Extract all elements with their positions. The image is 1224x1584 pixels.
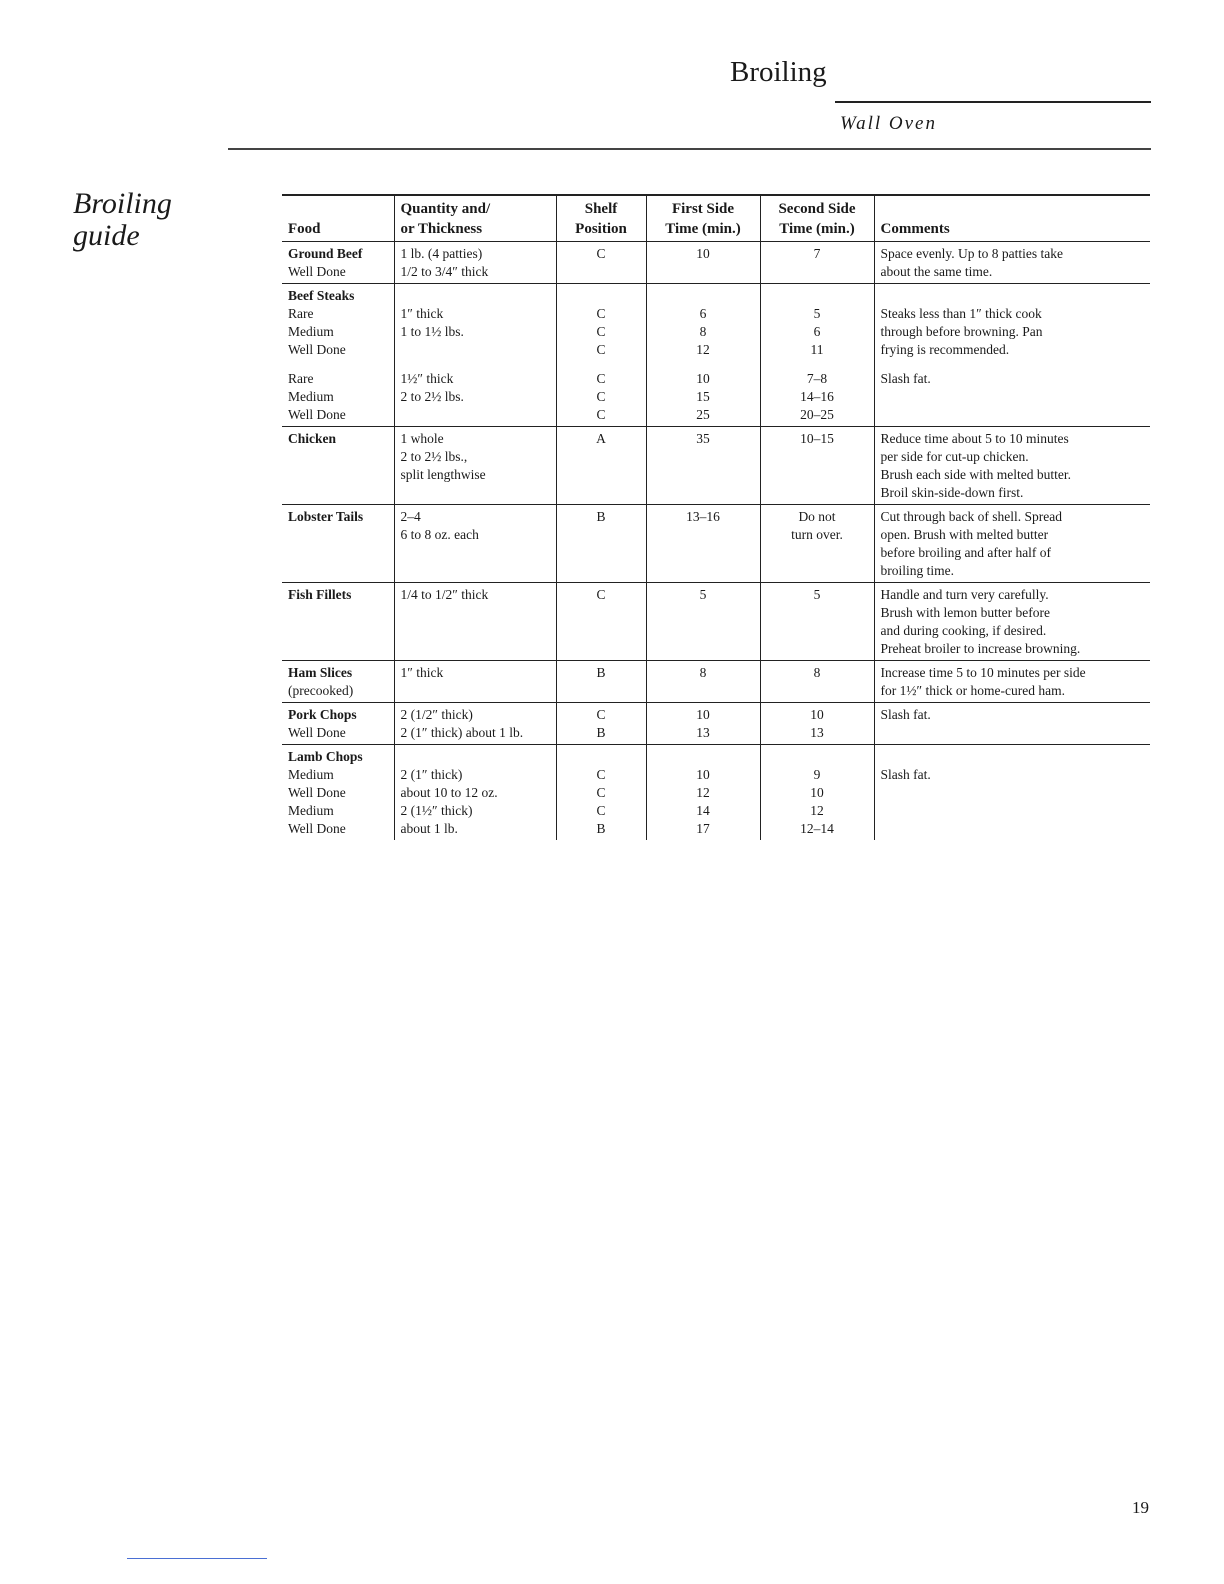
comment-line: per side for cut-up chicken. xyxy=(880,449,1029,464)
table-row xyxy=(282,284,1150,427)
shelf-cell xyxy=(556,284,646,427)
food-cell xyxy=(282,583,394,661)
doneness: Well Done xyxy=(288,407,346,422)
first-side-value: 10 xyxy=(696,707,710,722)
first-side-value: 10 xyxy=(696,371,710,386)
quantity-cell xyxy=(394,703,556,745)
second-side-value: Do not xyxy=(798,509,836,524)
shelf-value: A xyxy=(596,431,606,446)
doneness: Medium xyxy=(288,803,334,818)
doneness: Medium xyxy=(288,389,334,404)
shelf-value: C xyxy=(596,767,606,782)
food-cell xyxy=(282,505,394,583)
food-cell xyxy=(282,284,394,427)
quantity-line: 1″ thick xyxy=(400,665,444,680)
shelf-value: B xyxy=(596,509,606,524)
first-side-cell xyxy=(646,427,760,505)
table-row xyxy=(282,745,1150,841)
first-side-value: 6 xyxy=(699,306,707,321)
comment-line: Space evenly. Up to 8 patties take xyxy=(880,246,1063,261)
table-row xyxy=(282,703,1150,745)
quantity-line: 6 to 8 oz. each xyxy=(400,527,479,542)
quantity-line: 1 whole xyxy=(400,431,444,446)
footer-blue-rule xyxy=(127,1558,267,1559)
second-side-value: 5 xyxy=(813,306,821,321)
food-name: Lamb Chops xyxy=(288,749,363,764)
page-subtitle: Wall Oven xyxy=(840,113,937,134)
header-first-side xyxy=(646,195,760,242)
first-side-cell xyxy=(646,703,760,745)
second-side-value: 10–15 xyxy=(800,431,834,446)
comment-line: through before browning. Pan xyxy=(880,324,1043,339)
comment-line: about the same time. xyxy=(880,264,993,279)
group-beef-steaks xyxy=(282,284,1150,427)
group-fish-fillets xyxy=(282,583,1150,661)
first-side-value: 15 xyxy=(696,389,710,404)
header-first-line2: Time (min.) xyxy=(665,221,741,237)
header-shelf-line1: Shelf xyxy=(584,201,618,217)
first-side-value: 10 xyxy=(696,767,710,782)
second-side-cell xyxy=(760,583,874,661)
first-side-cell xyxy=(646,745,760,841)
shelf-value: C xyxy=(596,342,606,357)
shelf-value: C xyxy=(596,389,606,404)
table-row xyxy=(282,427,1150,505)
shelf-value: C xyxy=(596,371,606,386)
second-side-cell xyxy=(760,505,874,583)
page-number: 19 xyxy=(1132,1498,1149,1517)
comment-line: frying is recommended. xyxy=(880,342,1010,357)
quantity-cell xyxy=(394,242,556,284)
comments-cell xyxy=(874,427,1150,505)
comment-line: Handle and turn very carefully. xyxy=(880,587,1049,602)
second-side-value: 11 xyxy=(810,342,824,357)
comment-line: Broil skin-side-down first. xyxy=(880,485,1024,500)
table-row xyxy=(282,505,1150,583)
quantity-line: 1/4 to 1/2″ thick xyxy=(400,587,489,602)
quantity-line: 2 to 2½ lbs., xyxy=(400,449,468,464)
first-side-value: 8 xyxy=(699,324,707,339)
doneness: Medium xyxy=(288,767,334,782)
comment-line: Slash fat. xyxy=(880,707,931,722)
comment-line: Steaks less than 1″ thick cook xyxy=(880,306,1042,321)
comment-line: Increase time 5 to 10 minutes per side xyxy=(880,665,1086,680)
quantity-line: 1 to 1½ lbs. xyxy=(400,324,464,339)
doneness: Well Done xyxy=(288,821,346,836)
shelf-cell xyxy=(556,427,646,505)
quantity-line: 2 (1½″ thick) xyxy=(400,803,473,818)
second-side-value: 9 xyxy=(813,767,821,782)
doneness: Rare xyxy=(288,371,314,386)
table-row xyxy=(282,661,1150,703)
doneness: Well Done xyxy=(288,264,346,279)
comment-line: Slash fat. xyxy=(880,767,931,782)
first-side-cell xyxy=(646,661,760,703)
quantity-line: 1 lb. (4 patties) xyxy=(400,246,483,261)
second-side-cell xyxy=(760,661,874,703)
second-side-value: 12 xyxy=(810,803,824,818)
group-ground-beef xyxy=(282,242,1150,284)
quantity-line: 2 to 2½ lbs. xyxy=(400,389,464,404)
shelf-value: B xyxy=(596,665,606,680)
second-side-cell xyxy=(760,284,874,427)
header-comments: Comments xyxy=(874,195,1150,242)
shelf-cell xyxy=(556,242,646,284)
doneness: Well Done xyxy=(288,725,346,740)
quantity-line: 1/2 to 3/4″ thick xyxy=(400,264,489,279)
group-lamb-chops xyxy=(282,745,1150,841)
header-food: Food xyxy=(282,195,394,242)
header-second-line1: Second Side xyxy=(778,201,856,217)
first-side-value: 35 xyxy=(696,431,710,446)
quantity-line: 2–4 xyxy=(400,509,421,524)
quantity-cell xyxy=(394,745,556,841)
food-cell xyxy=(282,745,394,841)
shelf-value: C xyxy=(596,803,606,818)
first-side-value: 17 xyxy=(696,821,710,836)
food-name: Beef Steaks xyxy=(288,288,355,303)
food-cell xyxy=(282,242,394,284)
header-divider xyxy=(228,148,1151,150)
second-side-value: 20–25 xyxy=(800,407,834,422)
comment-line: Brush each side with melted butter. xyxy=(880,467,1071,482)
quantity-line: split lengthwise xyxy=(400,467,486,482)
quantity-line: about 10 to 12 oz. xyxy=(400,785,498,800)
second-side-value: 10 xyxy=(810,707,824,722)
table-row xyxy=(282,242,1150,284)
first-side-value: 25 xyxy=(696,407,710,422)
quantity-cell xyxy=(394,284,556,427)
second-side-cell xyxy=(760,427,874,505)
first-side-value: 8 xyxy=(699,665,707,680)
first-side-value: 12 xyxy=(696,342,710,357)
comments-cell xyxy=(874,661,1150,703)
shelf-cell xyxy=(556,745,646,841)
comments-cell xyxy=(874,583,1150,661)
quantity-cell xyxy=(394,583,556,661)
comment-line: before broiling and after half of xyxy=(880,545,1052,560)
shelf-value: C xyxy=(596,407,606,422)
page-title: Broiling xyxy=(730,56,827,88)
comments-cell xyxy=(874,745,1150,841)
food-name: Fish Fillets xyxy=(288,587,352,602)
quantity-line: 1″ thick xyxy=(400,306,444,321)
food-cell xyxy=(282,427,394,505)
quantity-cell xyxy=(394,505,556,583)
first-side-value: 14 xyxy=(696,803,710,818)
first-side-cell xyxy=(646,505,760,583)
quantity-line: 2 (1/2″ thick) xyxy=(400,707,473,722)
header-second-line2: Time (min.) xyxy=(779,221,855,237)
quantity-line: 1½″ thick xyxy=(400,371,454,386)
comments-cell xyxy=(874,242,1150,284)
food-name: Ham Slices xyxy=(288,665,353,680)
shelf-value: C xyxy=(596,587,606,602)
first-side-cell xyxy=(646,284,760,427)
quantity-line: about 1 lb. xyxy=(400,821,458,836)
header-quantity-line2: or Thickness xyxy=(400,221,483,237)
first-side-cell xyxy=(646,583,760,661)
comments-cell xyxy=(874,703,1150,745)
header-quantity xyxy=(394,195,556,242)
second-side-value: 6 xyxy=(813,324,821,339)
quantity-line: 2 (1″ thick) xyxy=(400,767,463,782)
second-side-value: 12–14 xyxy=(800,821,834,836)
group-chicken xyxy=(282,427,1150,505)
shelf-cell xyxy=(556,583,646,661)
quantity-cell xyxy=(394,661,556,703)
doneness: Well Done xyxy=(288,342,346,357)
second-side-value: 8 xyxy=(813,665,821,680)
second-side-value: turn over. xyxy=(791,527,843,542)
comments-cell xyxy=(874,284,1150,427)
second-side-value: 7 xyxy=(813,246,821,261)
second-side-value: 7–8 xyxy=(806,371,828,386)
comment-line: Cut through back of shell. Spread xyxy=(880,509,1062,524)
food-note: (precooked) xyxy=(288,683,354,698)
food-name: Ground Beef xyxy=(288,246,363,261)
quantity-line: 2 (1″ thick) about 1 lb. xyxy=(400,725,524,740)
second-side-cell xyxy=(760,242,874,284)
comment-line: Reduce time about 5 to 10 minutes xyxy=(880,431,1069,446)
shelf-cell xyxy=(556,703,646,745)
comment-line: and during cooking, if desired. xyxy=(880,623,1047,638)
food-name: Chicken xyxy=(288,431,337,446)
header-shelf-line2: Position xyxy=(575,221,627,237)
doneness: Medium xyxy=(288,324,334,339)
comment-line: Brush with lemon butter before xyxy=(880,605,1050,620)
second-side-cell xyxy=(760,703,874,745)
shelf-value: C xyxy=(596,707,606,722)
quantity-cell xyxy=(394,427,556,505)
comment-line: for 1½″ thick or home-cured ham. xyxy=(880,683,1065,698)
food-name: Pork Chops xyxy=(288,707,357,722)
food-cell xyxy=(282,703,394,745)
shelf-value: C xyxy=(596,306,606,321)
second-side-value: 13 xyxy=(810,725,824,740)
first-side-value: 13–16 xyxy=(686,509,720,524)
second-side-value: 14–16 xyxy=(800,389,834,404)
doneness: Rare xyxy=(288,306,314,321)
comment-line: broiling time. xyxy=(880,563,954,578)
comment-line: Slash fat. xyxy=(880,371,931,386)
title-rule xyxy=(835,101,1151,103)
header-quantity-line1: Quantity and/ xyxy=(400,201,491,217)
header-first-line1: First Side xyxy=(671,201,735,217)
shelf-value: C xyxy=(596,324,606,339)
broiling-guide-table xyxy=(282,194,1150,840)
shelf-value: B xyxy=(596,821,606,836)
first-side-cell xyxy=(646,242,760,284)
table-row xyxy=(282,583,1150,661)
section-title-line1: Broiling xyxy=(73,187,172,220)
comments-cell xyxy=(874,505,1150,583)
doneness: Well Done xyxy=(288,785,346,800)
first-side-value: 12 xyxy=(696,785,710,800)
group-lobster-tails xyxy=(282,505,1150,583)
food-cell xyxy=(282,661,394,703)
shelf-value: B xyxy=(596,725,606,740)
first-side-value: 10 xyxy=(696,246,710,261)
shelf-value: C xyxy=(596,785,606,800)
second-side-cell xyxy=(760,745,874,841)
second-side-value: 10 xyxy=(810,785,824,800)
food-name: Lobster Tails xyxy=(288,509,364,524)
header-shelf xyxy=(556,195,646,242)
shelf-cell xyxy=(556,661,646,703)
first-side-value: 5 xyxy=(699,587,707,602)
first-side-value: 13 xyxy=(696,725,710,740)
comment-line: Preheat broiler to increase browning. xyxy=(880,641,1081,656)
section-title-line2: guide xyxy=(73,219,140,252)
comment-line: open. Brush with melted butter xyxy=(880,527,1049,542)
header-second-side xyxy=(760,195,874,242)
shelf-value: C xyxy=(596,246,606,261)
group-ham-slices xyxy=(282,661,1150,703)
group-pork-chops xyxy=(282,703,1150,745)
shelf-cell xyxy=(556,505,646,583)
section-title xyxy=(73,188,223,252)
second-side-value: 5 xyxy=(813,587,821,602)
table-header-row xyxy=(282,195,1150,242)
